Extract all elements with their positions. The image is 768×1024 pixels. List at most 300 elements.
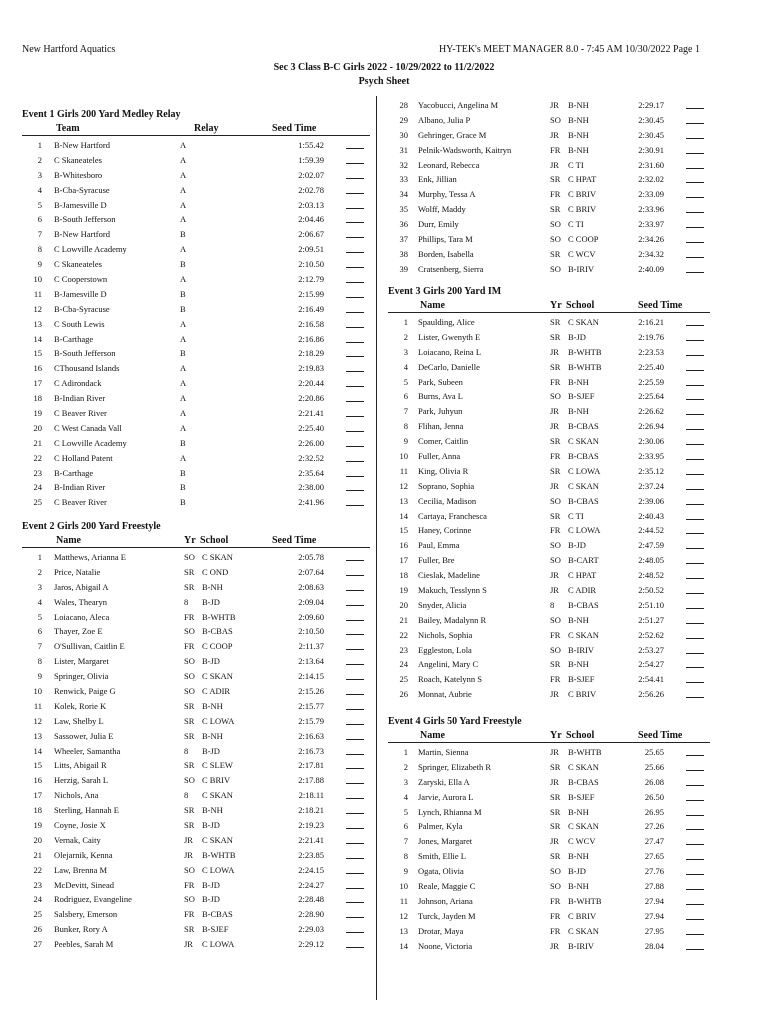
table-row (388, 553, 710, 568)
table-row (22, 803, 370, 818)
table-row (388, 775, 710, 790)
column-header: School (200, 535, 229, 546)
cell-school: B-SJEF (568, 391, 595, 402)
final-time-blank (686, 504, 704, 505)
final-time-blank (686, 325, 704, 326)
column-header-row (388, 299, 710, 313)
final-time-blank (686, 197, 704, 198)
table-row (388, 113, 710, 128)
cell-seed-time: 2:54.41 (638, 674, 664, 685)
cell-school: C SKAN (568, 821, 599, 832)
cell-seed-time: 2:50.52 (638, 585, 664, 596)
final-time-blank (346, 932, 364, 933)
cell-school: B-NH (568, 851, 589, 862)
cell-name: Yacobucci, Angelina M (418, 100, 499, 110)
cell-seed-time: 1:59.39 (298, 154, 324, 165)
cell-school: B-NH (202, 730, 223, 741)
cell-place: 22 (33, 452, 42, 463)
cell-year: 8 (184, 596, 189, 607)
cell-seed-time: 2:38.00 (298, 482, 324, 493)
cell-school: B-NH (568, 406, 589, 417)
cell-seed-time: 2:25.64 (638, 391, 664, 402)
cell-name: Loiacano, Reina L (418, 346, 482, 357)
cell-name: Cratsenberg, Sierra (418, 263, 484, 274)
cell-school: C SKAN (568, 761, 599, 772)
cell-seed-time: 2:02.07 (298, 169, 324, 180)
cell-name: Zaryski, Ella A (418, 776, 470, 787)
table-row (388, 598, 710, 613)
cell-seed-time: 2:09.60 (298, 611, 324, 622)
cell-school: B-NH (202, 805, 223, 816)
cell-place: 7 (37, 641, 42, 652)
cell-relay: A (180, 140, 187, 150)
cell-year: JR (550, 159, 559, 170)
cell-school: C SKAN (568, 317, 599, 327)
cell-place: 37 (399, 234, 408, 245)
table-row (22, 421, 370, 436)
column-header: Name (420, 730, 445, 741)
cell-school: C WCV (568, 836, 596, 847)
cell-place: 25 (399, 674, 408, 685)
cell-school: C LOWA (568, 525, 601, 536)
cell-seed-time: 2:25.40 (298, 422, 324, 433)
table-row (22, 818, 370, 833)
cell-place: 3 (37, 581, 42, 592)
cell-place: 21 (399, 614, 408, 625)
event-block (388, 96, 710, 277)
cell-place: 15 (33, 760, 42, 771)
cell-place: 23 (33, 467, 42, 478)
cell-name: Matthews, Arianna E (54, 552, 126, 562)
cell-seed-time: 2:18.11 (298, 790, 324, 801)
cell-year: SR (184, 805, 195, 816)
cell-relay: A (180, 333, 187, 344)
sheet-title: Psych Sheet (358, 76, 410, 87)
cell-place: 13 (399, 495, 408, 506)
cell-name: Cecilia, Madison (418, 495, 477, 506)
cell-name: Noone, Victoria (418, 940, 473, 951)
cell-name: Reale, Maggie C (418, 881, 476, 892)
cell-relay: A (180, 393, 187, 404)
cell-school: B-NH (202, 700, 223, 711)
cell-school: B-SJEF (568, 791, 595, 802)
cell-school: C HPAT (568, 174, 597, 185)
cell-place: 12 (399, 910, 408, 921)
cell-place: 28 (399, 100, 408, 110)
cell-seed-time: 2:26.00 (298, 437, 324, 448)
cell-year: SO (184, 656, 195, 667)
cell-year: SO (184, 552, 195, 562)
final-time-blank (346, 813, 364, 814)
cell-name: Spaulding, Alice (418, 317, 475, 327)
cell-school: C SKAN (202, 790, 233, 801)
cell-place: 35 (399, 204, 408, 215)
cell-year: SO (184, 894, 195, 905)
cell-year: FR (184, 641, 195, 652)
cell-year: JR (550, 570, 559, 581)
event-block (388, 285, 710, 702)
cell-place: 17 (399, 555, 408, 566)
cell-name: Bunker, Rory A (54, 924, 108, 935)
table-row (388, 172, 710, 187)
cell-seed-time: 2:40.09 (638, 263, 664, 274)
table-row (388, 389, 710, 404)
final-time-blank (686, 182, 704, 183)
final-time-blank (346, 208, 364, 209)
cell-name: Makuch, Tesslynn S (418, 585, 487, 596)
cell-seed-time: 2:16.21 (638, 317, 664, 327)
cell-name: Smith, Ellie L (418, 851, 466, 862)
cell-place: 3 (403, 346, 408, 357)
cell-seed-time: 2:35.64 (298, 467, 324, 478)
cell-seed-time: 2:18.29 (298, 348, 324, 359)
cell-school: B-WHTB (202, 849, 236, 860)
cell-year: 8 (550, 599, 555, 610)
cell-seed-time: 2:53.27 (638, 644, 664, 655)
cell-year: JR (184, 849, 193, 860)
cell-year: SO (550, 881, 561, 892)
table-row (22, 406, 370, 421)
cell-seed-time: 2:04.46 (298, 214, 324, 225)
cell-team: C Beaver River (54, 497, 107, 508)
cell-name: Lister, Gwenyth E (418, 331, 481, 342)
cell-place: 5 (37, 199, 42, 210)
cell-name: McDevitt, Sinead (54, 879, 114, 890)
final-time-blank (346, 356, 364, 357)
table-row (388, 143, 710, 158)
cell-year: SR (184, 566, 195, 577)
cell-place: 31 (399, 144, 408, 155)
cell-school: C SKAN (202, 552, 233, 562)
final-time-blank (346, 754, 364, 755)
cell-place: 10 (399, 451, 408, 462)
cell-seed-time: 2:20.44 (298, 378, 324, 389)
cell-place: 27 (33, 939, 42, 950)
cell-team: C Skaneateles (54, 259, 102, 270)
cell-year: SR (550, 317, 561, 327)
cell-place: 10 (33, 274, 42, 285)
cell-name: Haney, Corinne (418, 525, 472, 536)
cell-name: Litts, Abigail R (54, 760, 107, 771)
cell-name: Law, Shelby L (54, 715, 104, 726)
cell-name: Leonard, Rebecca (418, 159, 480, 170)
cell-school: C SKAN (568, 480, 599, 491)
cell-seed-time: 2:26.94 (638, 421, 664, 432)
event-title: Event 3 Girls 200 Yard IM (388, 286, 502, 297)
cell-school: B-WHTB (568, 747, 602, 757)
column-header: School (566, 730, 595, 741)
column-header: Yr (550, 730, 562, 741)
cell-place: 12 (399, 480, 408, 491)
table-row (22, 466, 370, 481)
final-time-blank (686, 608, 704, 609)
cell-school: C LOWA (568, 465, 601, 476)
final-time-blank (686, 874, 704, 875)
organization-name: New Hartford Aquatics (22, 44, 116, 55)
final-time-blank (346, 620, 364, 621)
cell-year: SR (184, 715, 195, 726)
cell-school: B-NH (568, 144, 589, 155)
cell-year: SO (550, 263, 561, 274)
cell-year: SR (550, 806, 561, 817)
cell-name: Eggleston, Lola (418, 644, 472, 655)
cell-place: 36 (399, 219, 408, 230)
cell-year: JR (550, 480, 559, 491)
cell-seed-time: 25.66 (644, 761, 664, 772)
cell-team: B-New Hartford (54, 229, 110, 240)
cell-seed-time: 2:16.63 (298, 730, 324, 741)
column-header-row (22, 534, 370, 548)
final-time-blank (686, 370, 704, 371)
cell-year: SR (550, 204, 561, 215)
final-time-blank (686, 138, 704, 139)
cell-name: Comer, Caitlin (418, 436, 469, 447)
cell-team: B-Cba-Syracuse (54, 184, 110, 195)
cell-name: Pelnik-Wadsworth, Kaitryn (418, 144, 512, 155)
table-row (22, 863, 370, 878)
cell-place: 6 (403, 821, 408, 832)
table-row (22, 227, 370, 242)
cell-relay: B (180, 288, 186, 299)
cell-school: B-NH (568, 376, 589, 387)
cell-name: Loiacano, Aleca (54, 611, 110, 622)
final-time-blank (346, 490, 364, 491)
cell-place: 14 (399, 940, 408, 951)
event-block (22, 108, 370, 510)
cell-relay: B (180, 229, 186, 240)
cell-name: Monnat, Aubrie (418, 689, 472, 700)
table-row (22, 654, 370, 669)
cell-school: C SKAN (568, 925, 599, 936)
final-time-blank (686, 697, 704, 698)
cell-seed-time: 2:10.50 (298, 626, 324, 637)
cell-school: B-NH (568, 129, 589, 140)
cell-year: SO (550, 555, 561, 566)
final-time-blank (686, 563, 704, 564)
cell-team: C Holland Patent (54, 452, 113, 463)
cell-school: C BRIV (568, 689, 597, 700)
table-row (22, 595, 370, 610)
cell-year: JR (550, 585, 559, 596)
table-row (388, 464, 710, 479)
cell-place: 6 (37, 214, 42, 225)
table-row (22, 773, 370, 788)
table-row (388, 657, 710, 672)
cell-seed-time: 27.94 (644, 895, 664, 906)
cell-year: FR (184, 909, 195, 920)
cell-year: SO (184, 686, 195, 697)
final-time-blank (686, 399, 704, 400)
cell-year: FR (550, 629, 561, 640)
cell-year: FR (550, 376, 561, 387)
cell-seed-time: 2:26.62 (638, 406, 664, 417)
cell-school: C LOWA (202, 939, 235, 950)
table-row (388, 894, 710, 909)
table-row (388, 509, 710, 524)
cell-seed-time: 25.65 (644, 747, 664, 757)
result-rows (388, 98, 710, 277)
cell-seed-time: 2:29.03 (298, 924, 324, 935)
cell-place: 17 (33, 790, 42, 801)
cell-year: SO (550, 234, 561, 245)
final-time-blank (346, 575, 364, 576)
table-row (388, 523, 710, 538)
cell-seed-time: 2:15.26 (298, 686, 324, 697)
cell-seed-time: 2:15.79 (298, 715, 324, 726)
cell-year: JR (550, 100, 559, 110)
cell-relay: B (180, 482, 186, 493)
cell-place: 24 (33, 482, 42, 493)
cell-year: SR (550, 761, 561, 772)
cell-team: C South Lewis (54, 318, 105, 329)
cell-place: 22 (33, 864, 42, 875)
cell-school: B-JD (202, 596, 220, 607)
cell-place: 30 (399, 129, 408, 140)
final-time-blank (346, 401, 364, 402)
cell-seed-time: 2:51.10 (638, 599, 664, 610)
cell-seed-time: 2:03.13 (298, 199, 324, 210)
cell-school: C TI (568, 510, 584, 521)
cell-place: 29 (399, 114, 408, 125)
cell-name: Thayer, Zoe E (54, 626, 103, 637)
cell-place: 21 (33, 849, 42, 860)
cell-name: Sassower, Julia E (54, 730, 114, 741)
final-time-blank (346, 252, 364, 253)
cell-seed-time: 2:39.06 (638, 495, 664, 506)
table-row (22, 168, 370, 183)
cell-place: 14 (33, 745, 42, 756)
cell-place: 20 (33, 422, 42, 433)
cell-name: Coyne, Josie X (54, 820, 106, 831)
final-time-blank (346, 679, 364, 680)
column-header: Seed Time (272, 535, 317, 546)
cell-year: JR (550, 346, 559, 357)
final-time-blank (346, 560, 364, 561)
cell-seed-time: 1:55.42 (298, 140, 324, 150)
cell-year: FR (550, 144, 561, 155)
table-row (388, 864, 710, 879)
table-row (388, 568, 710, 583)
cell-seed-time: 2:28.90 (298, 909, 324, 920)
cell-relay: B (180, 467, 186, 478)
table-row (22, 788, 370, 803)
final-time-blank (346, 634, 364, 635)
cell-year: FR (550, 189, 561, 200)
cell-place: 1 (37, 140, 42, 150)
final-time-blank (686, 429, 704, 430)
table-row (388, 158, 710, 173)
cell-team: B-Whitesboro (54, 169, 103, 180)
cell-place: 12 (33, 303, 42, 314)
cell-relay: A (180, 363, 187, 374)
final-time-blank (346, 178, 364, 179)
final-time-blank (346, 193, 364, 194)
cell-year: JR (184, 834, 193, 845)
cell-seed-time: 2:14.15 (298, 671, 324, 682)
final-time-blank (346, 431, 364, 432)
cell-relay: B (180, 259, 186, 270)
result-rows (22, 138, 370, 510)
final-time-blank (346, 947, 364, 948)
cell-place: 13 (33, 730, 42, 741)
cell-place: 10 (399, 881, 408, 892)
cell-team: CThousand Islands (54, 363, 120, 374)
final-time-blank (346, 282, 364, 283)
final-time-blank (686, 919, 704, 920)
final-time-blank (686, 755, 704, 756)
cell-place: 1 (37, 552, 42, 562)
cell-relay: A (180, 422, 187, 433)
cell-school: C ADIR (202, 686, 231, 697)
cell-name: Snyder, Alicia (418, 599, 467, 610)
result-rows (22, 550, 370, 952)
table-row (388, 434, 710, 449)
cell-name: Turck, Jayden M (418, 910, 476, 921)
final-time-blank (686, 212, 704, 213)
final-time-blank (346, 371, 364, 372)
cell-place: 9 (37, 671, 42, 682)
cell-team: B-Indian River (54, 393, 106, 404)
cell-name: Vernak, Caity (54, 834, 101, 845)
table-row (22, 744, 370, 759)
cell-place: 23 (399, 644, 408, 655)
column-header: Seed Time (638, 300, 683, 311)
cell-relay: A (180, 318, 187, 329)
cell-seed-time: 2:13.64 (298, 656, 324, 667)
final-time-blank (346, 843, 364, 844)
cell-school: B-NH (568, 806, 589, 817)
cell-school: B-CBAS (568, 776, 599, 787)
cell-name: Roach, Katelynn S (418, 674, 482, 685)
cell-school: C COOP (202, 641, 233, 652)
cell-year: SO (550, 114, 561, 125)
final-time-blank (686, 653, 704, 654)
cell-seed-time: 2:24.27 (298, 879, 324, 890)
cell-place: 4 (37, 184, 42, 195)
cell-name: Martin, Sienna (418, 747, 469, 757)
final-time-blank (346, 902, 364, 903)
cell-team: B-Cba-Syracuse (54, 303, 110, 314)
cell-place: 8 (37, 656, 42, 667)
cell-year: SR (550, 465, 561, 476)
cell-relay: A (180, 199, 187, 210)
cell-place: 4 (37, 596, 42, 607)
final-time-blank (346, 163, 364, 164)
final-time-blank (346, 590, 364, 591)
cell-team: C West Canada Vall (54, 422, 122, 433)
cell-place: 13 (399, 925, 408, 936)
column-header: Seed Time (638, 730, 683, 741)
table-row (22, 257, 370, 272)
final-time-blank (686, 459, 704, 460)
final-time-blank (686, 168, 704, 169)
cell-school: C BRIV (202, 775, 231, 786)
table-row (388, 672, 710, 687)
column-header: Yr (550, 300, 562, 311)
cell-year: FR (550, 925, 561, 936)
cell-year: FR (550, 910, 561, 921)
cell-school: B-JD (202, 879, 220, 890)
cell-school: C LOWA (202, 864, 235, 875)
cell-place: 5 (37, 611, 42, 622)
cell-year: FR (550, 525, 561, 536)
final-time-blank (346, 783, 364, 784)
cell-team: B-Carthage (54, 467, 94, 478)
column-header: Name (420, 300, 445, 311)
cell-name: Cartaya, Franchesca (418, 510, 487, 521)
cell-year: SO (184, 626, 195, 637)
cell-school: B-IRIV (568, 940, 594, 951)
